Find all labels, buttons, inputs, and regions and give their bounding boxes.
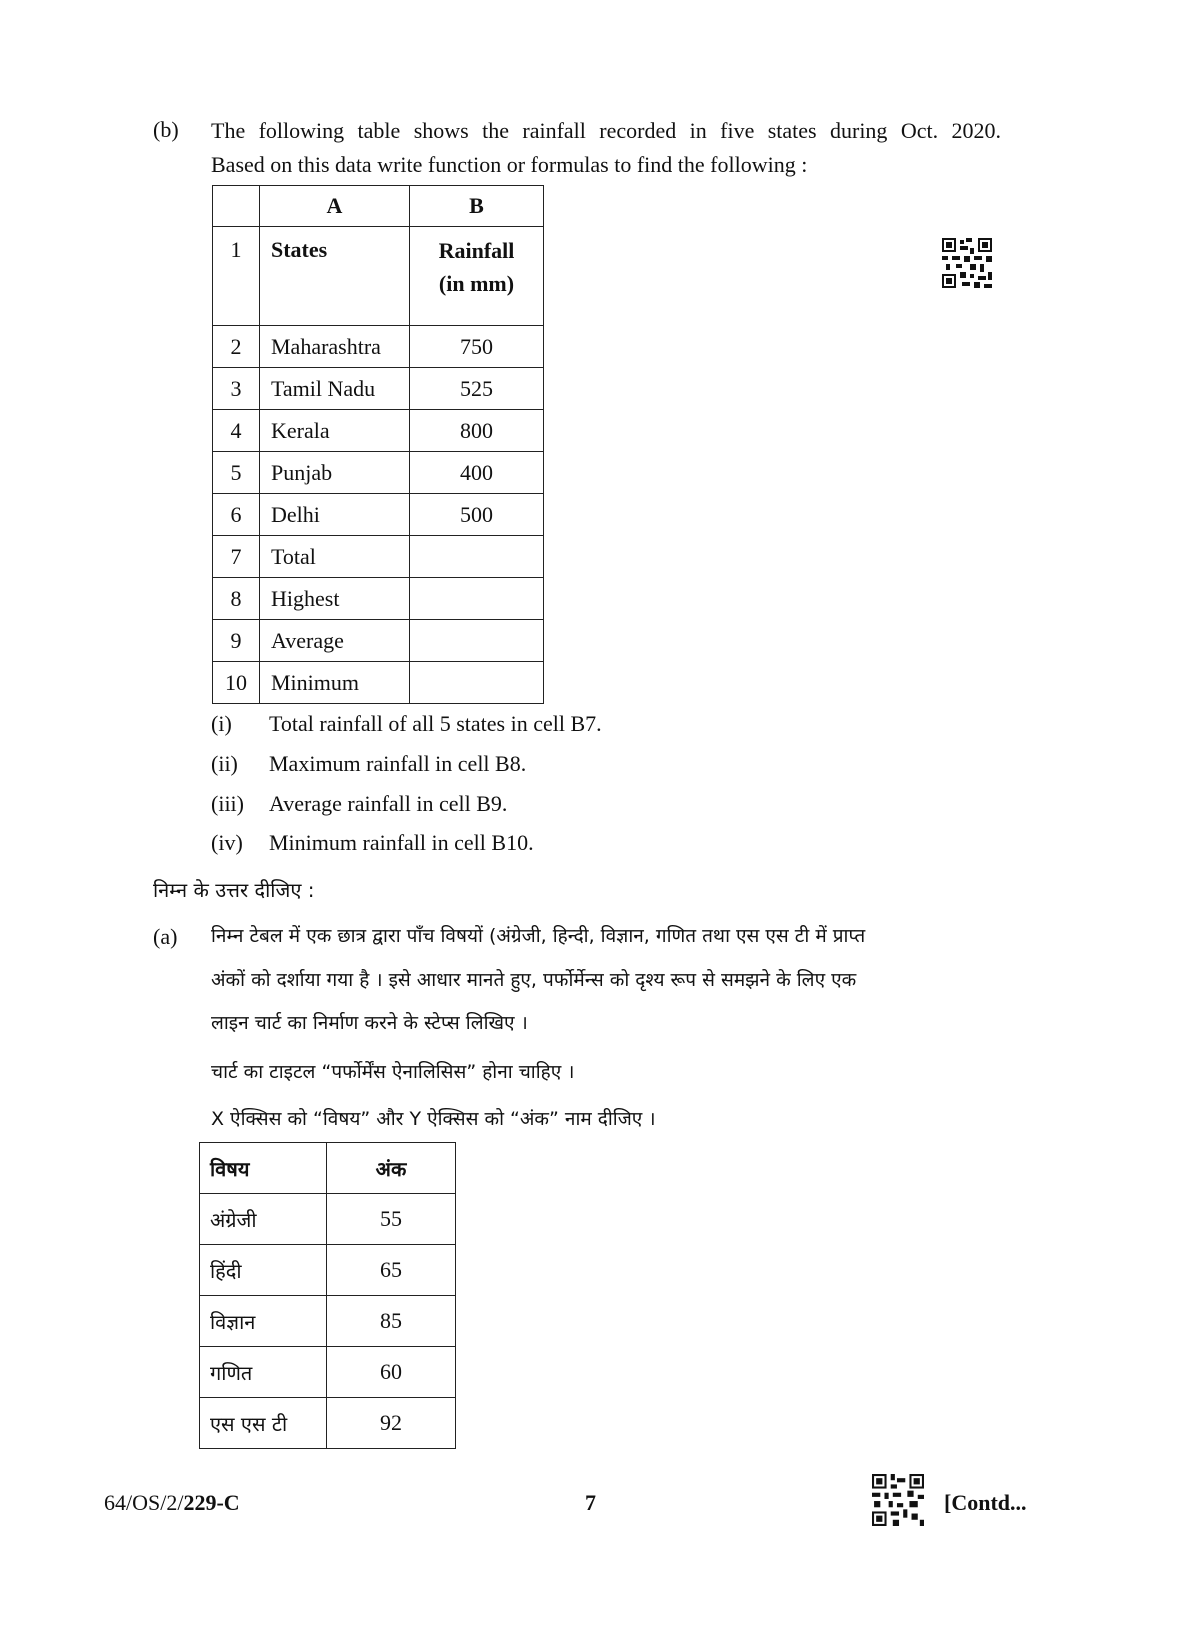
states-header: States bbox=[260, 227, 410, 326]
subpart-text: Average rainfall in cell B9. bbox=[269, 791, 508, 816]
row-number: 10 bbox=[213, 662, 260, 704]
row-number: 9 bbox=[213, 620, 260, 662]
table-row bbox=[213, 536, 544, 578]
marks-table bbox=[199, 1142, 456, 1449]
row-number: 7 bbox=[213, 536, 260, 578]
table-row bbox=[213, 662, 544, 704]
subpart-text: Maximum rainfall in cell B8. bbox=[269, 751, 527, 776]
rainfall-cell bbox=[410, 620, 544, 662]
hindi-line-4: चार्ट का टाइटल “पर्फोर्मेंस ऐनालिसिस” होना चाहिए । bbox=[211, 1061, 575, 1083]
column-b-header: B bbox=[410, 186, 544, 227]
hindi-line-1: निम्न टेबल में एक छात्र द्वारा पाँच विषयों (अंग्रेजी, हिन्दी, विज्ञान, गणित तथा एस एस टी में प्राप्त bbox=[211, 925, 866, 947]
table-row bbox=[213, 494, 544, 536]
row-number: 6 bbox=[213, 494, 260, 536]
state-cell: Kerala bbox=[260, 410, 410, 452]
rainfall-header-line-2: (in mm) bbox=[438, 271, 515, 296]
question-b-line-1: The following table shows the rainfall recorded in five states during Oct. 2020. bbox=[211, 118, 1001, 143]
state-cell: Delhi bbox=[260, 494, 410, 536]
rainfall-table bbox=[212, 185, 544, 704]
row-number: 3 bbox=[213, 368, 260, 410]
subject-cell: विज्ञान bbox=[200, 1296, 327, 1347]
row-number: 2 bbox=[213, 326, 260, 368]
hindi-heading: निम्न के उत्तर दीजिए : bbox=[153, 878, 315, 902]
table-row bbox=[200, 1245, 456, 1296]
rainfall-cell bbox=[410, 536, 544, 578]
table-row bbox=[200, 1398, 456, 1449]
row-number: 5 bbox=[213, 452, 260, 494]
table-row bbox=[200, 1347, 456, 1398]
subpart-number: (i) bbox=[211, 711, 232, 736]
table-row bbox=[200, 1194, 456, 1245]
hindi-line-2: अंकों को दर्शाया गया है । इसे आधार मानते हुए, पर्फोर्मेन्स को दृश्य रूप से समझने के लिए एक bbox=[211, 969, 857, 991]
corner-cell bbox=[213, 186, 260, 227]
subpart-number: (ii) bbox=[211, 751, 238, 776]
rainfall-header bbox=[410, 227, 544, 326]
subject-cell: हिंदी bbox=[200, 1245, 327, 1296]
column-header-row bbox=[213, 186, 544, 227]
rainfall-cell: 525 bbox=[410, 368, 544, 410]
question-b-line-2: Based on this data write function or formulas to find the following : bbox=[211, 152, 808, 177]
rainfall-cell bbox=[410, 578, 544, 620]
subject-cell: एस एस टी bbox=[200, 1398, 327, 1449]
rainfall-cell: 800 bbox=[410, 410, 544, 452]
subpart-iii bbox=[211, 791, 507, 817]
marks-cell: 60 bbox=[327, 1347, 456, 1398]
table-row bbox=[213, 368, 544, 410]
state-cell: Punjab bbox=[260, 452, 410, 494]
subpart-number: (iii) bbox=[211, 791, 244, 816]
hindi-line-5: X ऐक्सिस को “विषय” और Y ऐक्सिस को “अंक” नाम दीजिए । bbox=[211, 1108, 656, 1130]
table-row bbox=[213, 620, 544, 662]
question-b-label: (b) bbox=[153, 117, 179, 142]
state-cell: Highest bbox=[260, 578, 410, 620]
rainfall-cell bbox=[410, 662, 544, 704]
row-number: 8 bbox=[213, 578, 260, 620]
subpart-number: (iv) bbox=[211, 830, 243, 855]
paper-code bbox=[104, 1490, 240, 1516]
subpart-text: Minimum rainfall in cell B10. bbox=[269, 830, 534, 855]
subpart-iv bbox=[211, 830, 534, 856]
subject-header: विषय bbox=[200, 1143, 327, 1194]
state-cell: Average bbox=[260, 620, 410, 662]
subpart-text: Total rainfall of all 5 states in cell B7. bbox=[269, 711, 602, 736]
table-row bbox=[213, 452, 544, 494]
table-row bbox=[200, 1143, 456, 1194]
table-row bbox=[213, 326, 544, 368]
state-cell: Total bbox=[260, 536, 410, 578]
subject-cell: गणित bbox=[200, 1347, 327, 1398]
continued-label: [Contd... bbox=[944, 1490, 1027, 1515]
page-number: 7 bbox=[585, 1490, 596, 1515]
marks-cell: 92 bbox=[327, 1398, 456, 1449]
subpart-i bbox=[211, 711, 602, 737]
table-row bbox=[213, 227, 544, 326]
subpart-ii bbox=[211, 751, 526, 777]
rainfall-cell: 750 bbox=[410, 326, 544, 368]
rainfall-header-line-1: Rainfall bbox=[438, 238, 515, 263]
hindi-question-label: (a) bbox=[153, 924, 178, 949]
paper-code-number: 229-C bbox=[183, 1490, 240, 1515]
state-cell: Minimum bbox=[260, 662, 410, 704]
state-cell: Maharashtra bbox=[260, 326, 410, 368]
rainfall-cell: 400 bbox=[410, 452, 544, 494]
paper-code-prefix: 64/OS/2/ bbox=[104, 1490, 184, 1515]
table-row bbox=[213, 410, 544, 452]
qr-code-icon bbox=[872, 1474, 924, 1526]
marks-cell: 85 bbox=[327, 1296, 456, 1347]
row-number: 1 bbox=[213, 227, 260, 326]
table-row bbox=[213, 578, 544, 620]
qr-code-icon bbox=[942, 238, 992, 288]
row-number: 4 bbox=[213, 410, 260, 452]
hindi-line-3: लाइन चार्ट का निर्माण करने के स्टेप्स लिखिए । bbox=[211, 1012, 528, 1034]
marks-cell: 65 bbox=[327, 1245, 456, 1296]
marks-cell: 55 bbox=[327, 1194, 456, 1245]
marks-header: अंक bbox=[327, 1143, 456, 1194]
rainfall-cell: 500 bbox=[410, 494, 544, 536]
subject-cell: अंग्रेजी bbox=[200, 1194, 327, 1245]
column-a-header: A bbox=[260, 186, 410, 227]
state-cell: Tamil Nadu bbox=[260, 368, 410, 410]
table-row bbox=[200, 1296, 456, 1347]
